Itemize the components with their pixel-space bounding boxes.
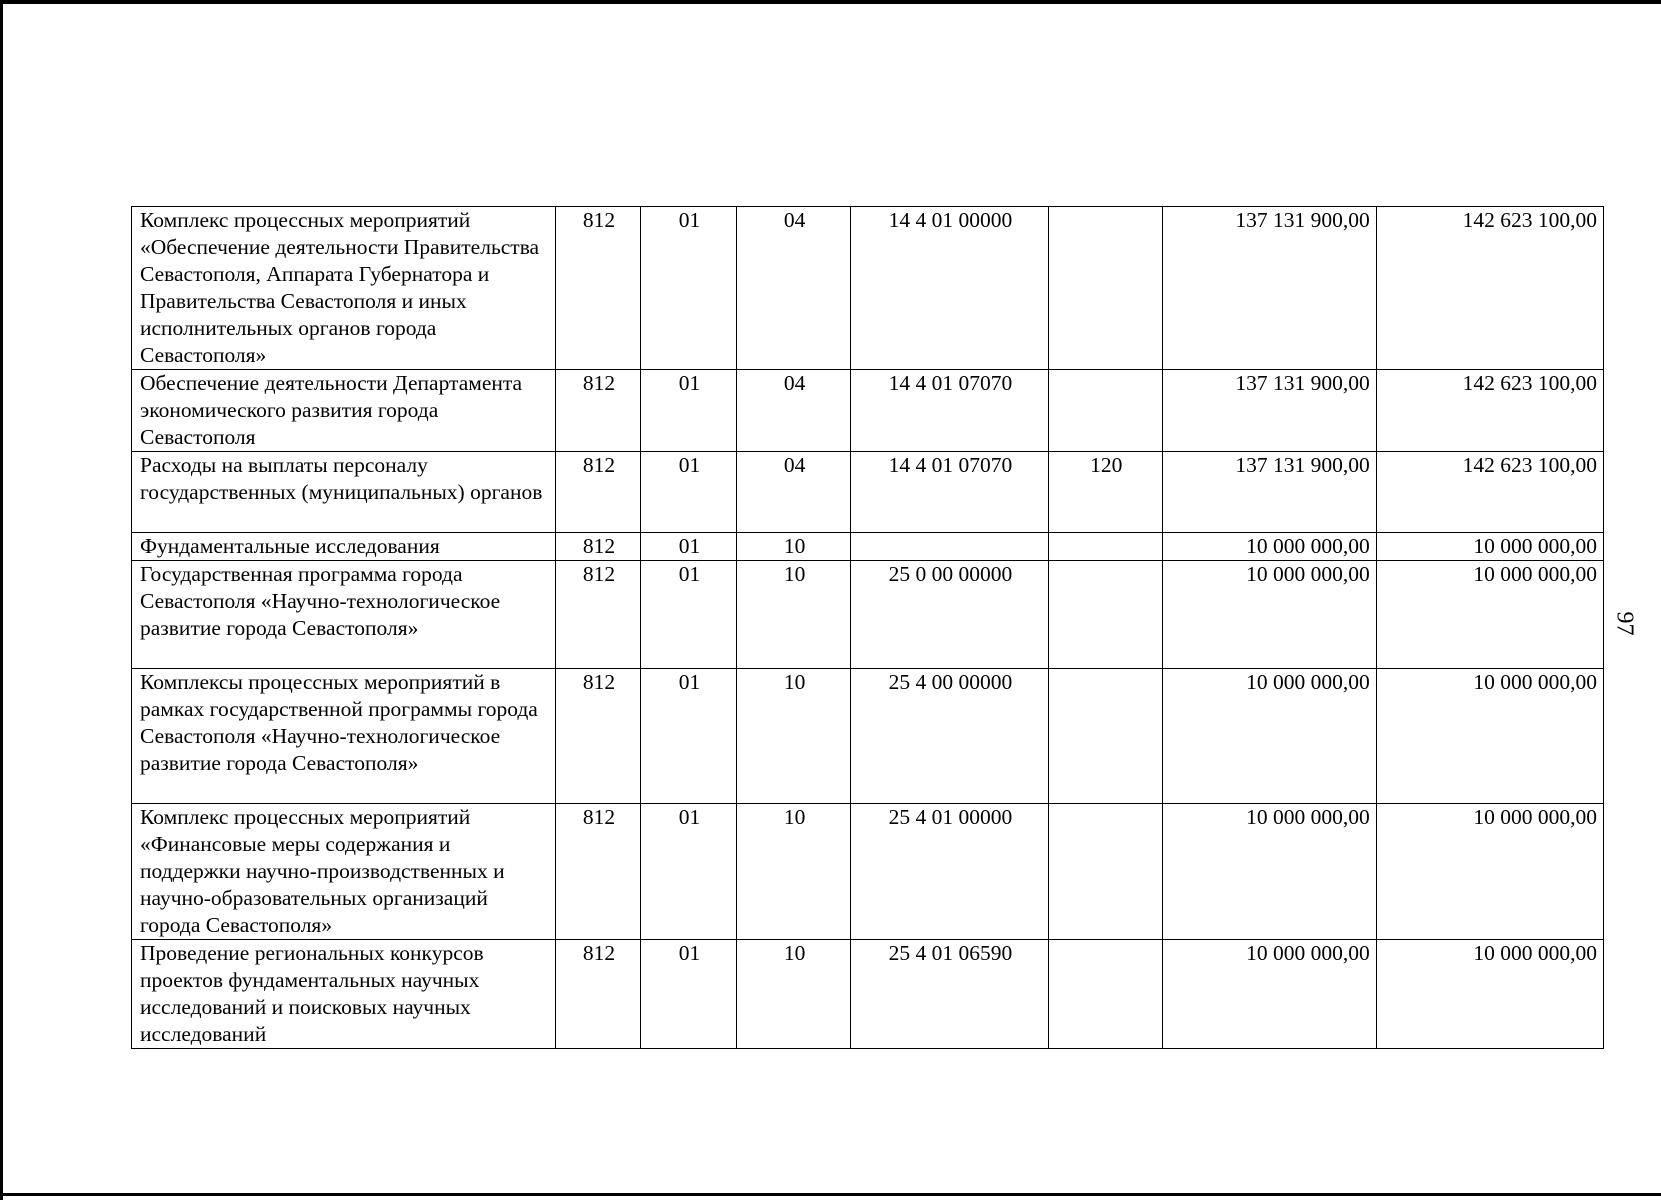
- sum-year2-cell: 142 623 100,00: [1376, 207, 1603, 370]
- csr-cell: [850, 533, 1048, 561]
- csr-cell: 25 4 01 00000: [850, 804, 1048, 940]
- table-row: [132, 940, 1604, 1049]
- vr-cell: [1048, 804, 1162, 940]
- pr-cell: 10: [737, 804, 851, 940]
- sum-year1-cell: 10 000 000,00: [1162, 804, 1376, 940]
- table-row: [132, 207, 1604, 370]
- table-row: [132, 561, 1604, 669]
- pr-cell: 04: [737, 452, 851, 533]
- vr-cell: [1048, 669, 1162, 804]
- vr-cell: [1048, 370, 1162, 452]
- row-name-cell: Расходы на выплаты персоналу государственных (муниципальных) органов: [132, 452, 556, 533]
- csr-cell: 14 4 01 07070: [850, 370, 1048, 452]
- scan-border-left: [0, 0, 3, 1200]
- rz-cell: 01: [640, 669, 737, 804]
- row-name-cell: Государственная программа города Севастополя «Научно-технологическое развитие города Севастополя»: [132, 561, 556, 669]
- scan-border-bottom: [0, 1193, 1661, 1196]
- sum-year1-cell: 137 131 900,00: [1162, 452, 1376, 533]
- table-row: [132, 533, 1604, 561]
- sum-year2-cell: 10 000 000,00: [1376, 940, 1603, 1049]
- csr-cell: 14 4 01 00000: [850, 207, 1048, 370]
- table-row: [132, 669, 1604, 804]
- csr-cell: 25 4 00 00000: [850, 669, 1048, 804]
- pr-cell: 04: [737, 207, 851, 370]
- pr-cell: 04: [737, 370, 851, 452]
- row-name-cell: Обеспечение деятельности Департамента экономического развития города Севастополя: [132, 370, 556, 452]
- ved-cell: 812: [556, 804, 640, 940]
- ved-cell: 812: [556, 533, 640, 561]
- vr-cell: 120: [1048, 452, 1162, 533]
- sum-year1-cell: 10 000 000,00: [1162, 533, 1376, 561]
- sum-year2-cell: 10 000 000,00: [1376, 561, 1603, 669]
- sum-year1-cell: 137 131 900,00: [1162, 370, 1376, 452]
- ved-cell: 812: [556, 452, 640, 533]
- ved-cell: 812: [556, 940, 640, 1049]
- table-row: [132, 370, 1604, 452]
- ved-cell: 812: [556, 669, 640, 804]
- budget-table: [131, 206, 1604, 1049]
- csr-cell: 14 4 01 07070: [850, 452, 1048, 533]
- table-row: [132, 804, 1604, 940]
- row-name-cell: Фундаментальные исследования: [132, 533, 556, 561]
- rz-cell: 01: [640, 452, 737, 533]
- rz-cell: 01: [640, 370, 737, 452]
- sum-year1-cell: 10 000 000,00: [1162, 669, 1376, 804]
- pr-cell: 10: [737, 669, 851, 804]
- sum-year1-cell: 137 131 900,00: [1162, 207, 1376, 370]
- rz-cell: 01: [640, 561, 737, 669]
- row-name-cell: Комплекс процессных мероприятий «Финансовые меры содержания и поддержки научно-производственных и научно-образовательных организаций города Севастополя»: [132, 804, 556, 940]
- page-number: 97: [1611, 611, 1638, 636]
- sum-year2-cell: 10 000 000,00: [1376, 669, 1603, 804]
- rz-cell: 01: [640, 533, 737, 561]
- row-name-cell: Комплекс процессных мероприятий «Обеспечение деятельности Правительства Севастополя, Аппарата Губернатора и Правительства Севастополя и иных исполнительных органов города Севастополя»: [132, 207, 556, 370]
- pr-cell: 10: [737, 940, 851, 1049]
- sum-year2-cell: 142 623 100,00: [1376, 452, 1603, 533]
- row-name-cell: Проведение региональных конкурсов проектов фундаментальных научных исследований и поисковых научных исследований: [132, 940, 556, 1049]
- csr-cell: 25 4 01 06590: [850, 940, 1048, 1049]
- ved-cell: 812: [556, 370, 640, 452]
- rz-cell: 01: [640, 207, 737, 370]
- ved-cell: 812: [556, 561, 640, 669]
- sum-year2-cell: 10 000 000,00: [1376, 533, 1603, 561]
- scan-border-top: [0, 0, 1661, 4]
- ved-cell: 812: [556, 207, 640, 370]
- sum-year1-cell: 10 000 000,00: [1162, 561, 1376, 669]
- rz-cell: 01: [640, 940, 737, 1049]
- vr-cell: [1048, 533, 1162, 561]
- sum-year2-cell: 142 623 100,00: [1376, 370, 1603, 452]
- row-name-cell: Комплексы процессных мероприятий в рамках государственной программы города Севастополя «Научно-технологическое развитие города Севастополя»: [132, 669, 556, 804]
- vr-cell: [1048, 207, 1162, 370]
- table-row: [132, 452, 1604, 533]
- sum-year2-cell: 10 000 000,00: [1376, 804, 1603, 940]
- sum-year1-cell: 10 000 000,00: [1162, 940, 1376, 1049]
- rz-cell: 01: [640, 804, 737, 940]
- vr-cell: [1048, 561, 1162, 669]
- csr-cell: 25 0 00 00000: [850, 561, 1048, 669]
- pr-cell: 10: [737, 561, 851, 669]
- vr-cell: [1048, 940, 1162, 1049]
- pr-cell: 10: [737, 533, 851, 561]
